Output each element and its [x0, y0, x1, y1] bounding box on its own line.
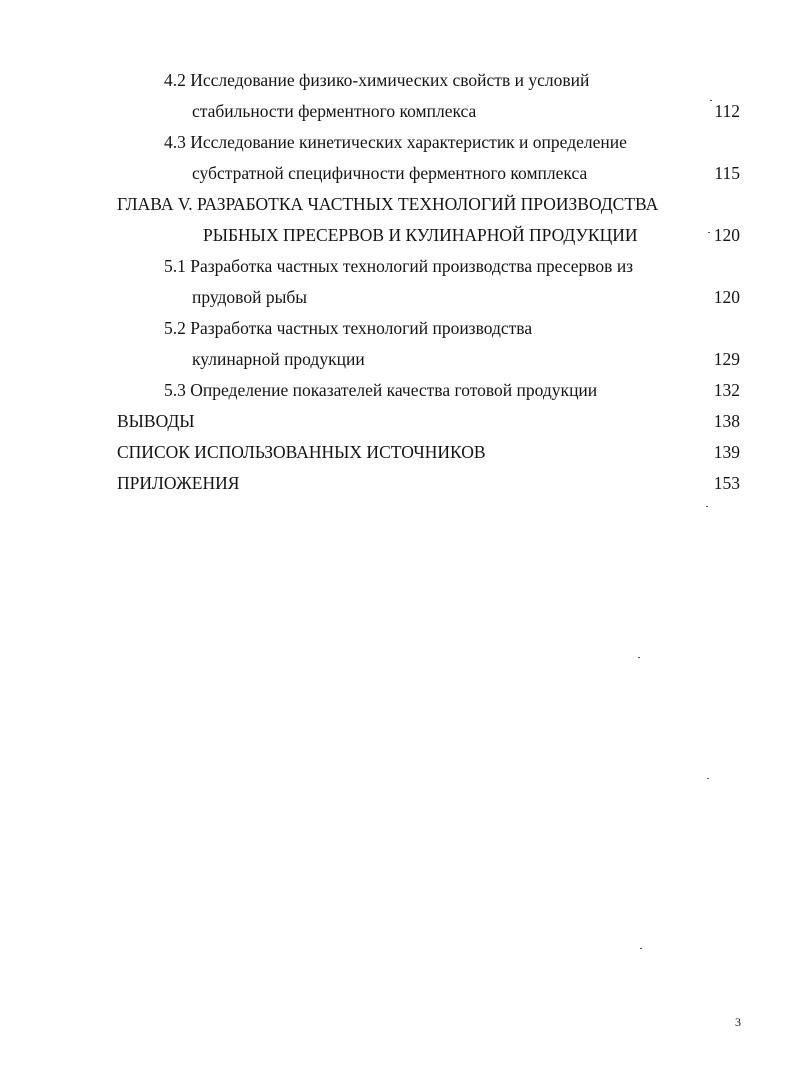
scan-speck [638, 657, 640, 658]
toc-entry-page-number: 132 [713, 380, 740, 400]
toc-entry-page-number: 153 [713, 473, 740, 493]
toc-entry-text: 5.1 Разработка частных технологий производства пресервов из [164, 256, 634, 276]
toc-chapter-text: ГЛАВА V. РАЗРАБОТКА ЧАСТНЫХ ТЕХНОЛОГИЙ ПРОИЗВОДСТВА [117, 194, 659, 214]
toc-entry-page-number: 139 [713, 442, 740, 462]
scan-speck [710, 100, 712, 101]
toc-entry-text: кулинарной продукции [192, 349, 365, 369]
toc-entry-text: ПРИЛОЖЕНИЯ [117, 473, 240, 493]
toc-entry-page-number: 138 [713, 411, 740, 431]
toc-chapter-text: РЫБНЫХ ПРЕСЕРВОВ И КУЛИНАРНОЙ ПРОДУКЦИИ [203, 225, 638, 245]
toc-entry-text: стабильности ферментного комплекса [192, 101, 477, 121]
toc-entry-page-number: 115 [714, 163, 740, 183]
toc-entry-text: субстратной специфичности ферментного комплекса [192, 163, 588, 183]
toc-entry-text: СПИСОК ИСПОЛЬЗОВАННЫХ ИСТОЧНИКОВ [117, 442, 486, 462]
toc-entry-text: 4.3 Исследование кинетических характеристик и определение [164, 132, 627, 152]
toc-entry-text: 5.3 Определение показателей качества готовой продукции [164, 380, 598, 400]
toc-entry-page-number: 112 [714, 101, 740, 121]
toc-entry-page-number: 129 [713, 349, 740, 369]
toc-entry-text: ВЫВОДЫ [117, 411, 195, 431]
scan-speck [708, 232, 710, 233]
toc-entry-page-number: 120 [713, 225, 740, 245]
scan-speck [640, 948, 642, 949]
toc-entry-text: 4.2 Исследование физико-химических свойств и условий [164, 70, 590, 90]
toc-entry-text: прудовой рыбы [192, 287, 307, 307]
scan-speck [706, 506, 708, 507]
scan-speck [707, 778, 709, 779]
page-number: 3 [735, 1015, 741, 1029]
toc-entry-text: 5.2 Разработка частных технологий производства [164, 318, 533, 338]
toc-entry-page-number: 120 [713, 287, 740, 307]
